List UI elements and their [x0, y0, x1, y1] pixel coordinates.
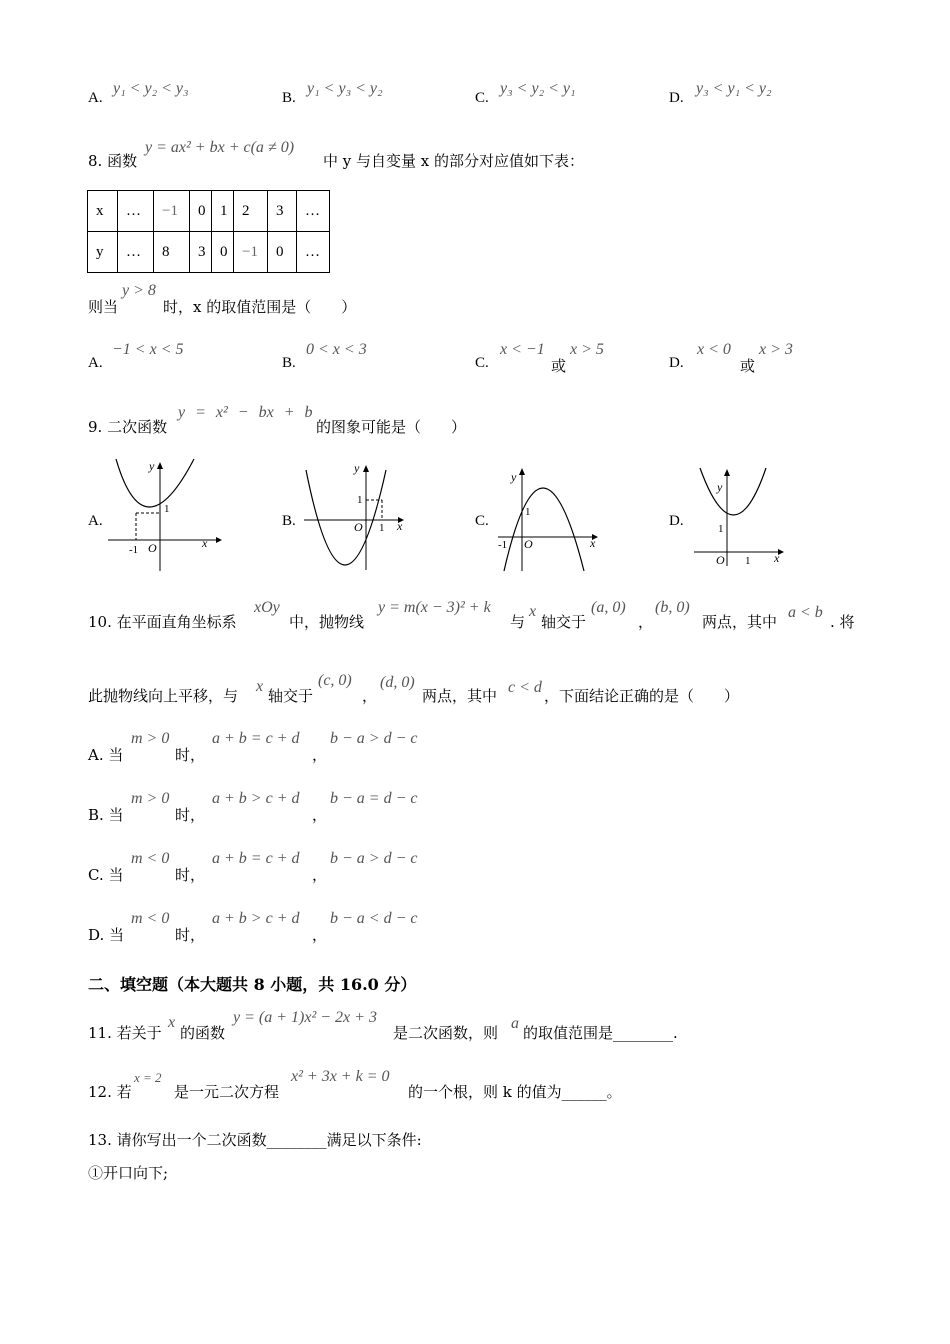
table-cell: x — [88, 191, 118, 232]
table-cell: 0 — [212, 232, 234, 273]
q8-option-b-label: B. — [282, 355, 296, 371]
q9-graph-a-label: A. — [88, 513, 103, 529]
section-heading: 二、填空题（本大题共 8 小题，共 16.0 分） — [88, 975, 417, 994]
q9-function: y = x² − bx + b — [178, 404, 313, 421]
q10-line2-text-4: ，下面结论正确的是（ ） — [544, 687, 740, 705]
parabola-curve — [700, 468, 766, 515]
q8-value-table — [87, 190, 330, 273]
q12-equation: x² + 3x + k = 0 — [291, 1068, 390, 1085]
q8-option-d-expr2: x > 3 — [759, 341, 793, 358]
x-axis-label: x — [590, 536, 596, 550]
q9-graph-d — [690, 462, 790, 570]
q7-option-a-label: A. — [88, 90, 103, 106]
q8-option-a-label: A. — [88, 355, 103, 371]
tick-label-x: 1 — [379, 522, 385, 534]
q10-xoy: xOy — [254, 599, 280, 616]
y-axis-label: y — [354, 461, 360, 475]
origin-label: O — [716, 553, 725, 567]
y-axis-arrow — [519, 468, 525, 475]
table-cell: 0 — [268, 232, 297, 273]
q9-suffix: 的图象可能是（ ） — [316, 418, 467, 436]
q7-option-b-expr: y₁ < y₃ < y₂ — [307, 80, 383, 97]
table-row-y — [88, 232, 330, 273]
q10-option-a-mid: 时， — [175, 746, 206, 764]
q12-condition: x = 2 — [134, 1070, 162, 1085]
q10-option-d-condition: m < 0 — [131, 910, 170, 927]
q8-prefix: 8. 函数 — [88, 152, 138, 170]
q8-suffix: 中 y 与自变量 x 的部分对应值如下表： — [323, 152, 585, 170]
q12-text-3: 的一个根，则 k 的值为______。 — [408, 1083, 622, 1101]
q9-graph-c-label: C. — [475, 513, 489, 529]
q10-option-a-label: A. 当 — [88, 746, 124, 764]
q10-option-c-sep: ， — [312, 866, 328, 884]
q10-option-a-expr-2: b − a > d − c — [330, 730, 418, 747]
q10-comma: ， — [638, 613, 654, 631]
q10-option-c-condition: m < 0 — [131, 850, 170, 867]
q10-point-a: (a, 0) — [591, 599, 626, 616]
x-axis-label: x — [202, 536, 208, 550]
q10-option-c-label: C. 当 — [88, 866, 124, 884]
q10-option-c-expr-2: b − a > d − c — [330, 850, 418, 867]
q10-line2-comma: ， — [362, 687, 378, 705]
q10-option-b-expr-1: a + b > c + d — [212, 790, 300, 807]
q12-text-1: 12. 若 — [88, 1083, 132, 1101]
q8-condition-expr: y > 8 — [122, 282, 156, 299]
table-cell: … — [118, 191, 154, 232]
table-row-x — [88, 191, 330, 232]
q10-text-2: 中，抛物线 — [289, 613, 365, 631]
table-cell: 0 — [190, 191, 212, 232]
q10-condition: a < b — [788, 604, 823, 621]
q7-option-b-label: B. — [282, 90, 296, 106]
tick-label-y: 1 — [357, 494, 363, 506]
origin-label: O — [524, 537, 533, 551]
q11-a-var: a — [511, 1015, 519, 1032]
tick-label-y: 1 — [718, 523, 724, 535]
q13-condition-1: ①开口向下; — [88, 1164, 169, 1182]
q10-text-4: 轴交于 — [541, 613, 587, 631]
y-axis-arrow — [363, 465, 369, 472]
q11-text-4: 的取值范围是________. — [523, 1024, 678, 1042]
y-axis-arrow — [157, 462, 163, 469]
table-cell: −1 — [154, 191, 190, 232]
q10-option-d-sep: ， — [312, 926, 328, 944]
q10-option-c-mid: 时， — [175, 866, 206, 884]
q10-point-c: (c, 0) — [318, 672, 352, 689]
q11-text-2: 的函数 — [180, 1024, 226, 1042]
y-axis-label: y — [149, 459, 155, 473]
q8-option-c-label: C. — [475, 355, 489, 371]
table-cell: 3 — [268, 191, 297, 232]
q7-option-c-expr: y₃ < y₂ < y₁ — [500, 80, 576, 97]
q9-prefix: 9. 二次函数 — [88, 418, 168, 436]
q9-graph-b-label: B. — [282, 513, 296, 529]
x-axis-label: x — [774, 551, 780, 565]
q7-option-d-label: D. — [669, 90, 684, 106]
q7-option-a-expr: y₁ < y₂ < y₃ — [113, 80, 189, 97]
q10-point-b: (b, 0) — [655, 599, 690, 616]
tick-label-y: 1 — [164, 503, 170, 515]
q10-text-6: . 将 — [830, 613, 855, 631]
q10-option-d-expr-1: a + b > c + d — [212, 910, 300, 927]
q10-option-d-mid: 时， — [175, 926, 206, 944]
y-axis-label: y — [511, 470, 517, 484]
q10-x-var: x — [529, 603, 537, 620]
q8-condition-suffix: 时，x 的取值范围是（ ） — [163, 298, 357, 316]
y-axis-label: y — [717, 480, 723, 494]
table-cell: … — [297, 232, 330, 273]
q10-line2-text-2: 轴交于 — [268, 687, 314, 705]
q10-option-a-condition: m > 0 — [131, 730, 170, 747]
x-axis-arrow — [216, 537, 222, 543]
table-cell: 3 — [190, 232, 212, 273]
tick-label-x: -1 — [498, 539, 508, 551]
parabola-curve — [116, 459, 194, 507]
q10-option-b-sep: ， — [312, 806, 328, 824]
parabola-curve — [504, 488, 584, 571]
table-cell: y — [88, 232, 118, 273]
q8-option-d-label: D. — [669, 355, 684, 371]
q10-option-b-expr-2: b − a = d − c — [330, 790, 418, 807]
q10-line2-text-1: 此抛物线向上平移，与 — [88, 687, 239, 705]
q10-text-5: 两点，其中 — [702, 613, 778, 631]
table-cell: 1 — [212, 191, 234, 232]
q8-option-c-expr1: x < −1 — [500, 341, 545, 358]
origin-label: O — [354, 520, 363, 534]
table-cell: … — [118, 232, 154, 273]
q13-text: 13. 请你写出一个二次函数________满足以下条件: — [88, 1131, 422, 1149]
q7-option-d-expr: y₃ < y₁ < y₂ — [696, 80, 772, 97]
q10-option-b-condition: m > 0 — [131, 790, 170, 807]
q8-option-a-expr: −1 < x < 5 — [112, 341, 184, 358]
parabola-curve — [306, 470, 386, 565]
q9-graph-a — [104, 455, 224, 575]
q7-option-c-label: C. — [475, 90, 489, 106]
table-cell: … — [297, 191, 330, 232]
q9-graph-b — [300, 460, 415, 575]
tick-label-y: 1 — [525, 506, 531, 518]
q10-option-b-mid: 时， — [175, 806, 206, 824]
q10-option-b-label: B. 当 — [88, 806, 124, 824]
q8-option-d-or: 或 — [740, 357, 756, 375]
q12-text-2: 是一元二次方程 — [174, 1083, 280, 1101]
y-axis-arrow — [724, 469, 730, 476]
tick-label-x: 1 — [745, 555, 751, 567]
q11-text-3: 是二次函数，则 — [393, 1024, 499, 1042]
q11-x-var: x — [168, 1014, 176, 1031]
q8-option-b-expr: 0 < x < 3 — [306, 341, 367, 358]
x-axis-label: x — [397, 519, 403, 533]
q10-option-a-expr-1: a + b = c + d — [212, 730, 300, 747]
q11-text-1: 11. 若关于 — [88, 1024, 162, 1042]
q8-option-c-or: 或 — [551, 357, 567, 375]
q10-line2-text-3: 两点，其中 — [422, 687, 498, 705]
table-cell: −1 — [234, 232, 268, 273]
tick-label-x: -1 — [129, 544, 139, 556]
q8-option-d-expr1: x < 0 — [697, 341, 731, 358]
table-cell: 2 — [234, 191, 268, 232]
q8-function: y = ax² + bx + c(a ≠ 0) — [145, 139, 295, 156]
q8-condition-prefix: 则当 — [88, 298, 119, 316]
q10-text-3: 与 — [510, 613, 526, 631]
origin-label: O — [148, 541, 157, 555]
q10-text-1: 10. 在平面直角坐标系 — [88, 613, 237, 631]
q10-option-d-label: D. 当 — [88, 926, 125, 944]
q8-option-c-expr2: x > 5 — [570, 341, 604, 358]
q10-line2-x-var: x — [256, 678, 264, 695]
table-cell: 8 — [154, 232, 190, 273]
q9-graph-d-label: D. — [669, 513, 684, 529]
q9-graph-c — [494, 465, 609, 573]
q11-function: y = (a + 1)x² − 2x + 3 — [233, 1009, 377, 1026]
q10-point-d: (d, 0) — [380, 674, 415, 691]
q10-function: y = m(x − 3)² + k — [378, 599, 491, 616]
q10-condition-2: c < d — [508, 679, 542, 696]
q10-option-d-expr-2: b − a < d − c — [330, 910, 418, 927]
q10-option-c-expr-1: a + b = c + d — [212, 850, 300, 867]
q10-option-a-sep: ， — [312, 746, 328, 764]
